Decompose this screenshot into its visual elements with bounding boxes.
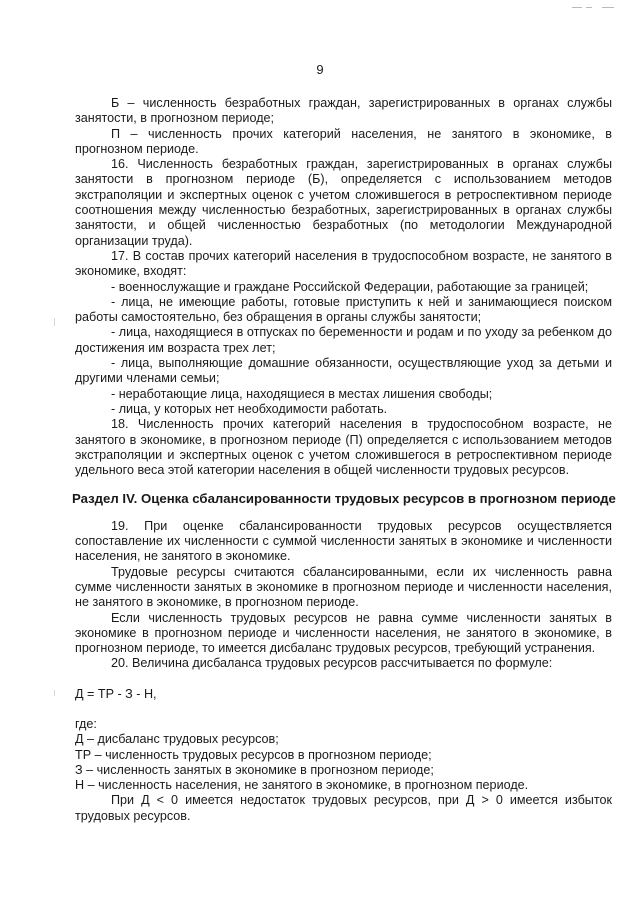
para-balanced: Трудовые ресурсы считаются сбалансированными, если их численность равна сумме численности занятых в экономике в прогнозном периоде и численности населения, не занятого в экономике, в прогнозном периоде. bbox=[75, 564, 612, 610]
section-4-heading: Раздел IV. Оценка сбалансированности трудовых ресурсов в прогнозном периоде bbox=[72, 491, 616, 507]
item-4: - лица, выполняющие домашние обязанности, осуществляющие уход за детьми и другими членами семьи; bbox=[75, 356, 612, 386]
document-body bbox=[72, 96, 616, 824]
scan-mark bbox=[572, 7, 582, 8]
n-def: Н – численность населения, не занятого в экономике, в прогнозном периоде. bbox=[75, 778, 529, 793]
p-def: П – численность прочих категорий населения, не занятого в экономике, в прогнозном периоде. bbox=[75, 126, 612, 156]
item-1: - военнослужащие и граждане Российской Федерации, работающие за границей; bbox=[111, 279, 589, 294]
scan-mark bbox=[54, 318, 55, 326]
item-5: - неработающие лица, находящиеся в местах лишения свободы; bbox=[111, 386, 493, 401]
item-2: - лица, не имеющие работы, готовые приступить к ней и занимающиеся поиском работы самостоятельно, без обращения в органы службы занятости; bbox=[75, 294, 612, 325]
page-number: 9 bbox=[316, 62, 324, 77]
para-16: 16. Численность безработных граждан, зарегистрированных в органах службы занятости в прогнозном периоде (Б), определяется с использованием методов экстраполяции и экспертных оценок с учетом сложившегося в ретроспективном периоде соотношения между численностью безработных, зарегистрированных в органах службы занятости, и общей численностью безработных (по методологии Международной организации труда). bbox=[75, 157, 612, 248]
b-def: Б – численность безработных граждан, зарегистрированных в органах службы занятости, в прогнозном периоде; bbox=[75, 96, 612, 126]
scan-mark bbox=[54, 690, 55, 696]
item-6: - лица, у которых нет необходимости работать. bbox=[111, 401, 388, 416]
tr-def: ТР – численность трудовых ресурсов в прогнозном периоде; bbox=[75, 747, 432, 762]
para-17: 17. В состав прочих категорий населения в трудоспособном возрасте, не занятого в экономике, входят: bbox=[75, 248, 612, 279]
para-18: 18. Численность прочих категорий населения в трудоспособном возрасте, не занятого в экономике, в прогнозном периоде (П) определяется с использованием методов экстраполяции и экспертных оценок с учетом сложившегося в ретроспективном периоде удельного веса этой категории населения в общей численности трудовых ресурсов. bbox=[75, 417, 612, 478]
scan-mark bbox=[586, 7, 592, 8]
item-3: - лица, находящиеся в отпусках по беременности и родам и по уходу за ребенком до достижения им возраста трех лет; bbox=[75, 325, 612, 355]
d-def: Д – дисбаланс трудовых ресурсов; bbox=[75, 732, 279, 747]
para-20: 20. Величина дисбаланса трудовых ресурсов рассчитывается по формуле: bbox=[111, 656, 553, 671]
formula: Д = ТР - З - Н, bbox=[75, 686, 157, 701]
para-unbalanced: Если численность трудовых ресурсов не равна сумме численности занятых в экономике в прогнозном периоде и численности населения, не занятого в экономике, в прогнозном периоде, то имеется дисбаланс трудовых ресурсов, требующий устранения. bbox=[75, 610, 612, 656]
para-19: 19. При оценке сбалансированности трудовых ресурсов осуществляется сопоставление их численности с суммой численности занятых в экономике и численности населения, не занятого в экономике. bbox=[75, 518, 612, 564]
scan-mark bbox=[602, 7, 614, 8]
spacer-1 bbox=[75, 672, 612, 687]
z-def: З – численность занятых в экономике в прогнозном периоде; bbox=[75, 762, 434, 777]
where: где: bbox=[75, 716, 97, 731]
para-sign: При Д < 0 имеется недостаток трудовых ресурсов, при Д > 0 имеется избыток трудовых ресурсов. bbox=[75, 793, 612, 823]
spacer-2 bbox=[75, 702, 612, 717]
